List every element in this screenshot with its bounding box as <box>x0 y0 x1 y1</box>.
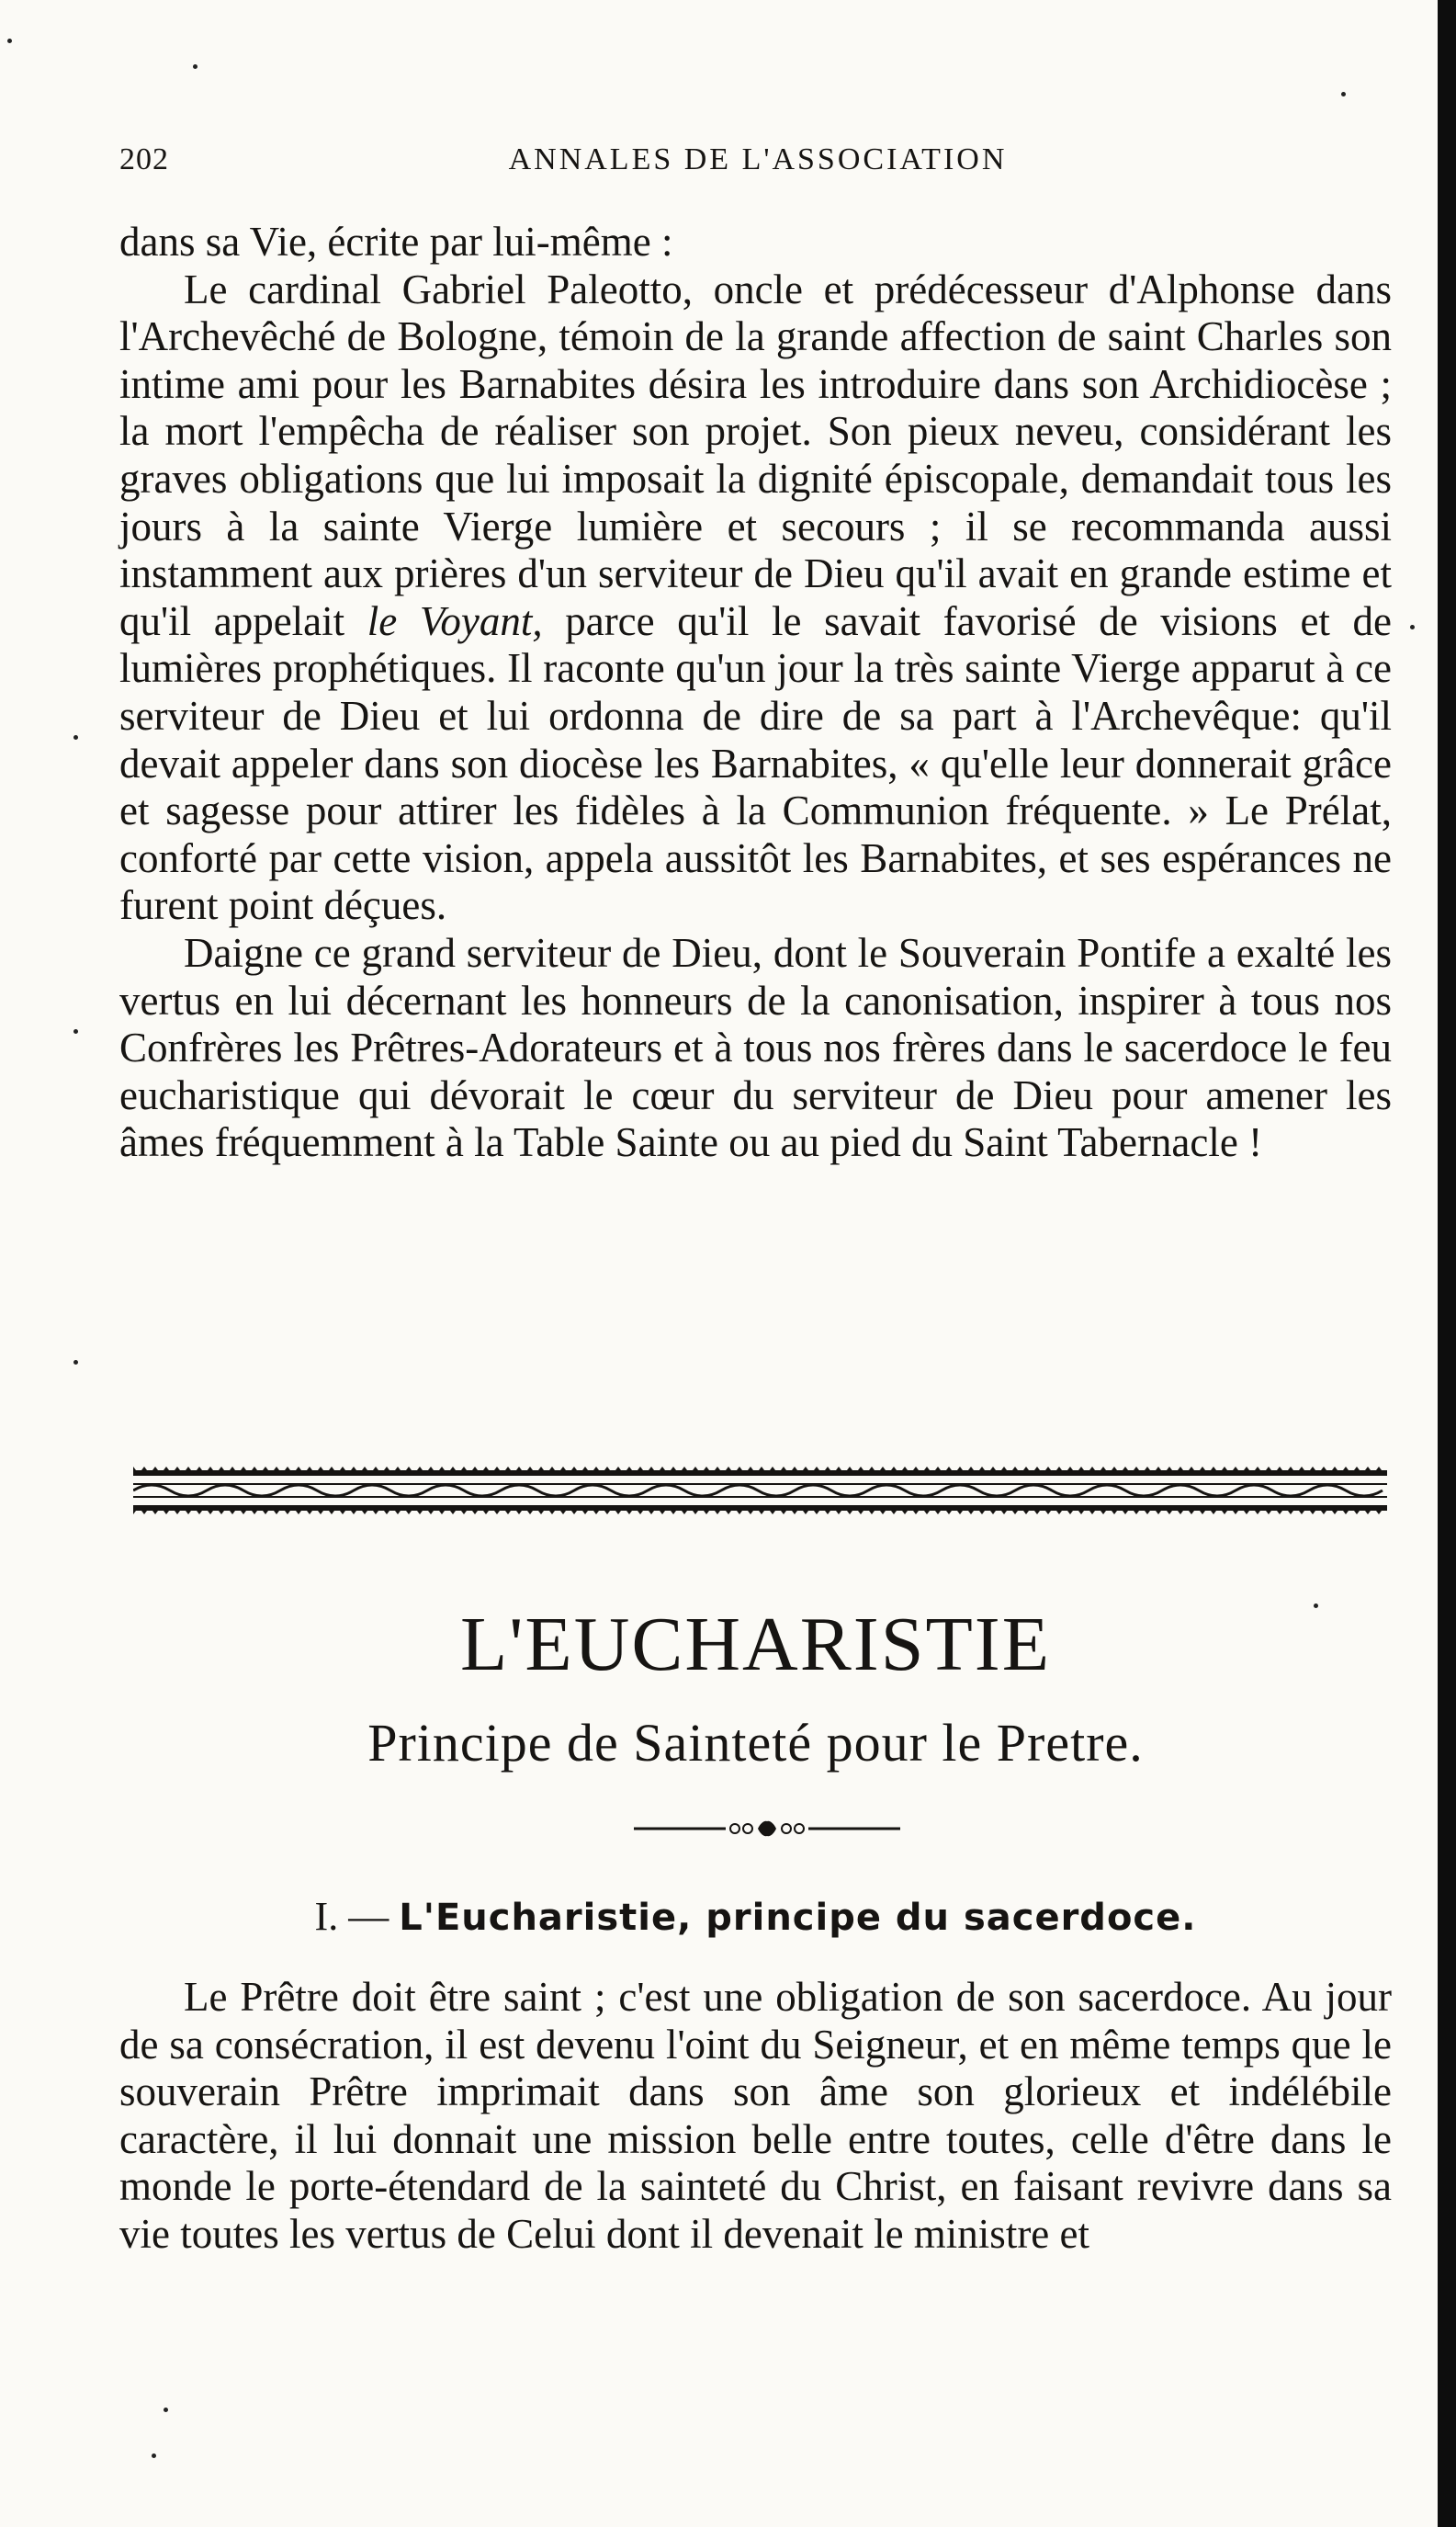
section-heading <box>119 1893 1392 1942</box>
scan-speck <box>1410 625 1415 629</box>
page-edge-shadow <box>1438 0 1456 2527</box>
section-number: I. — <box>314 1894 389 1939</box>
scan-speck <box>193 64 198 69</box>
scan-speck <box>152 2453 156 2458</box>
scan-speck <box>164 2408 168 2412</box>
page-number: 202 <box>119 142 169 176</box>
scan-speck <box>73 1360 78 1365</box>
previous-article-text <box>119 219 1392 1432</box>
article-body <box>119 1974 1392 2323</box>
ornamental-border <box>133 1463 1387 1518</box>
scan-speck <box>1341 92 1346 96</box>
text-run: Le cardinal Gabriel Paleotto, oncle et prédécesseur d'Alphonse dans l'Archevêché de Bologne, témoin de la grande affection de saint Charles son intime ami pour les Barnabites désira les introduire dans son Archidiocèse ; la mort l'empêcha de réaliser son projet. Son pieux neveu, considérant les graves obligations que lui imposait la dignité épiscopale, demandait tous les jours à la sainte Vierge lumière et secours ; il se recommanda aussi instamment aux prières d'un serviteur de Dieu qu'il avait en grande estime et qu'il appelait <box>119 266 1392 644</box>
article-title: L'EUCHARISTIE <box>459 1602 1052 1687</box>
scan-speck <box>73 1029 78 1034</box>
scan-speck <box>73 735 78 740</box>
paragraph <box>119 266 1392 930</box>
article-subtitle: Principe de Sainteté pour le Pretre. <box>367 1713 1144 1773</box>
paragraph: Le Prêtre doit être saint ; c'est une obligation de son sacerdoce. Au jour de sa consécration, il est devenu l'oint du Seigneur, et en même temps que le souverain Prêtre imprimait dans son âme son glorieux et indélébile caractère, il lui donnait une mission belle entre toutes, celle d'être dans le monde le porte-étendard de la sainteté du Christ, en faisant revivre dans sa vie toutes les vertus de Celui dont il devenait le ministre et <box>119 1974 1392 2257</box>
text-run: parce qu'il le savait favorisé de visions et de lumières prophétiques. Il raconte qu'un jour la très sainte Vierge apparut à ce serviteur de Dieu et lui ordonna de dire de sa part à l'Archevêque: qu'il devait appeler dans son diocèse les Barnabites, « qu'elle leur donnerait grâce et sagesse pour attirer les fidèles à la Communion fréquente. » Le Prélat, conforté par cette vision, appela aussitôt les Barnabites, et ses espérances ne furent point déçues. <box>119 597 1393 929</box>
dash-ornament <box>634 1815 900 1842</box>
running-title: ANNALES DE L'ASSOCIATION <box>508 142 1008 176</box>
paragraph: Daigne ce grand serviteur de Dieu, dont le Souverain Pontife a exalté les vertus en lui décernant les honneurs de la canonisation, inspirer à tous nos Confrères les Prêtres-Adorateurs et à tous nos frères dans le sacerdoce le feu eucharistique qui dévorait le cœur du serviteur de Dieu pour amener les âmes fréquemment à la Table Sainte ou au pied du Saint Tabernacle ! <box>119 929 1392 1166</box>
paragraph: dans sa Vie, écrite par lui-même : <box>119 219 673 265</box>
page-header <box>119 142 1396 188</box>
scan-speck <box>7 39 12 43</box>
section-title: L'Eucharistie, principe du sacerdoce. <box>399 1897 1197 1939</box>
italic-text: le Voyant, <box>367 597 543 644</box>
